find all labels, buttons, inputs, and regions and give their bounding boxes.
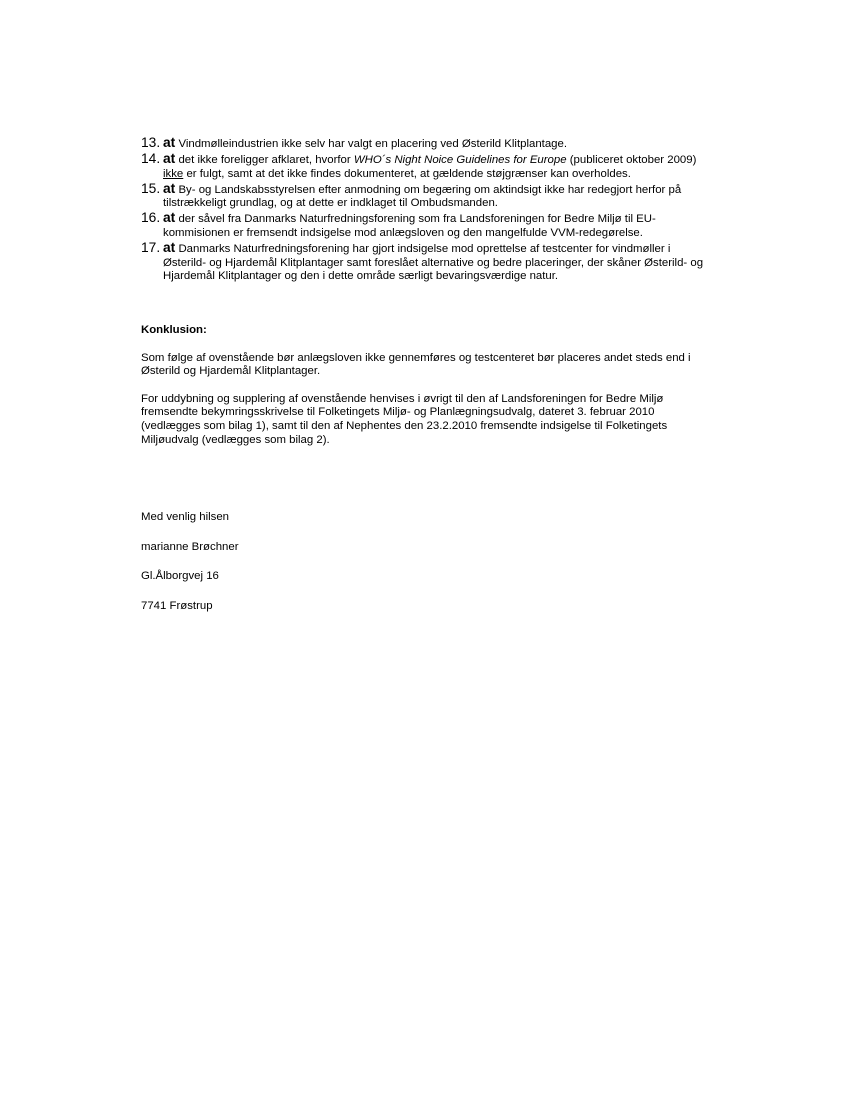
item-number: 16. <box>141 210 161 226</box>
objection-list <box>141 136 716 284</box>
sender-name: marianne Brøchner <box>141 540 239 553</box>
who-guidelines-title: WHO´s Night Noice Guidelines for Europe <box>353 154 567 167</box>
objection-item-16 <box>141 211 716 240</box>
document-page <box>141 136 716 629</box>
at-keyword: at <box>163 151 176 167</box>
at-keyword: at <box>163 135 176 150</box>
objection-text: er fulgt, samt at det ikke findes dokumenteret, at gældende støjgrænser kan overholdes. <box>186 167 631 180</box>
sender-street: Gl.Ålborgvej 16 <box>141 570 219 583</box>
conclusion-paragraph: Som følge af ovenstående bør anlægsloven ikke gennemføres og testcenteret bør placeres andet steds end i Østerild og Hjardemål Klitplantager. <box>141 351 691 378</box>
at-keyword: at <box>163 180 176 196</box>
item-number: 17. <box>141 240 161 256</box>
item-number: 15. <box>141 180 161 196</box>
objection-item-13 <box>141 136 716 152</box>
greeting: Med venlig hilsen <box>141 511 230 524</box>
objection-text: By- og Landskabsstyrelsen efter anmodning om begæring om aktindsigt ikke har redegjort herfor på tilstrækkeligt grundlag, og at dette er indklaget til Ombudsmanden. <box>163 183 682 210</box>
sender-city: 7741 Frøstrup <box>141 599 213 612</box>
objection-text: det ikke foreligger afklaret, hvorfor <box>178 154 351 167</box>
underlined-word: ikke <box>163 167 184 180</box>
objection-item-17 <box>141 241 716 284</box>
signature-block <box>141 511 716 613</box>
objection-text: Danmarks Naturfredningsforening har gjort indsigelse mod oprettelse af testcenter for vindmøller i Østerild- og Hjardemål Klitplantager samt foreslået alternative og bedre placeringer, der skåner Østerild- og Hjardemål Klitplantager og den i dette område særligt bevaringsværdige natur. <box>163 243 704 283</box>
objection-text: der såvel fra Danmarks Naturfredningsforening som fra Landsforeningen for Bedre Miljø til EU-kommisionen er fremsendt indsigelse mod anlægsloven og den mangelfulde VVM-redegørelse. <box>163 213 656 240</box>
item-number: 13. <box>141 135 161 150</box>
item-number: 14. <box>141 151 161 167</box>
at-keyword: at <box>163 210 176 226</box>
objection-item-14 <box>141 152 716 181</box>
objection-text: Vindmølleindustrien ikke selv har valgt en placering ved Østerild Klitplantage. <box>178 138 567 150</box>
at-keyword: at <box>163 240 176 256</box>
objection-text: (publiceret oktober 2009) <box>569 154 697 167</box>
objection-item-15 <box>141 182 716 211</box>
reference-paragraph: For uddybning og supplering af ovenstående henvises i øvrigt til den af Landsforeningen for Bedre Miljø fremsendte bekymringsskrivelse til Folketingets Miljø- og Planlægningsudvalg, dateret 3. februar 2010 (vedlægges som bilag 1), samt til den af Nephentes den 23.2.2010 fremsendte indsigelse til Folketingets Miljøudvalg (vedlægges som bilag 2). <box>141 392 668 446</box>
conclusion-heading: Konklusion: <box>141 323 207 336</box>
